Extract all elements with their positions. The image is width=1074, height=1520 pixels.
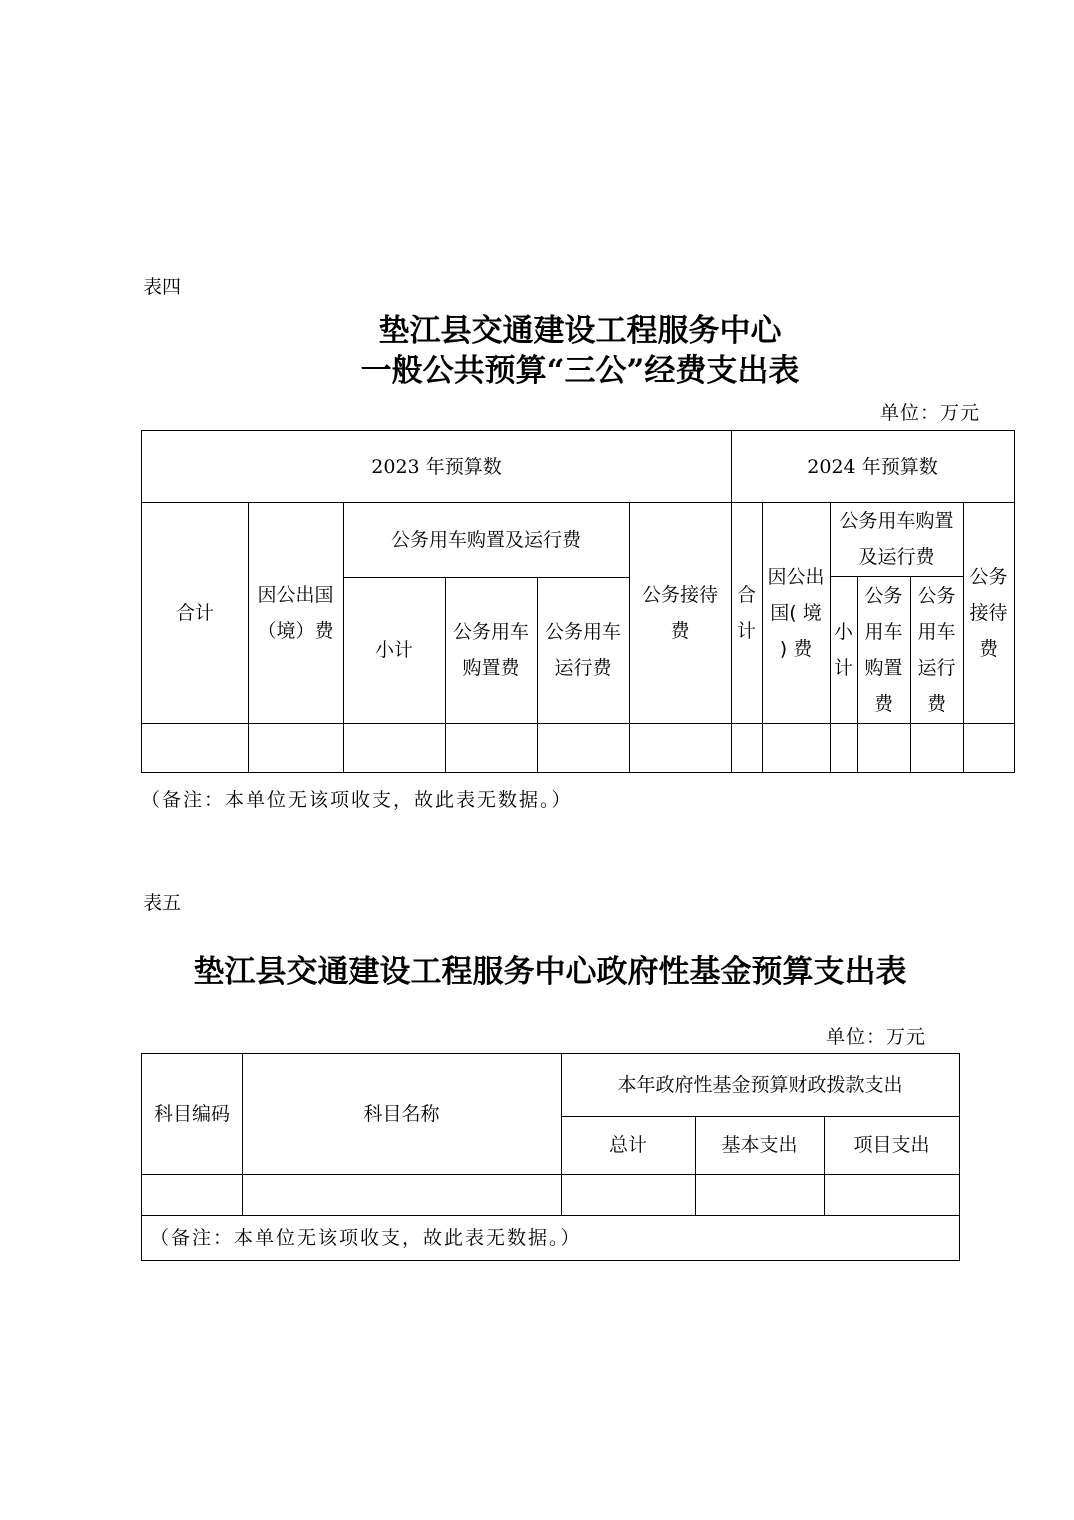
table4-empty-cell: [963, 723, 1015, 773]
table4-title-line1: 垫江县交通建设工程服务中心: [378, 313, 782, 349]
table4-empty-cell: [731, 723, 763, 773]
table4-empty-cell: [830, 723, 858, 773]
table4-empty-cell: [445, 723, 538, 773]
header-2024-budget: 2024 年预算数: [731, 430, 1015, 503]
table5-unit: 单位：万元: [826, 1026, 927, 1048]
col-subject-name: 科目名称: [242, 1053, 562, 1175]
col-reception-2024: 公务接待费: [963, 502, 1015, 724]
table4-empty-cell: [762, 723, 831, 773]
table5-empty-cell: [824, 1174, 960, 1216]
table4-unit: 单位：万元: [880, 402, 981, 424]
table5-empty-cell: [242, 1174, 562, 1216]
col-project-expenditure: 项目支出: [824, 1116, 960, 1175]
table4-label: 表四: [143, 276, 182, 298]
table4-empty-cell: [141, 723, 249, 773]
col-operation-2024: 公务用车运行费: [910, 576, 964, 724]
table4-title-line2: 一般公共预算“三公”经费支出表: [360, 353, 800, 389]
col-travel-2023: 因公出国（境）费: [248, 502, 344, 724]
header-2023-budget: 2023 年预算数: [141, 430, 732, 503]
col-subtotal-2023: 小计: [343, 577, 446, 724]
col-operation-2023: 公务用车运行费: [537, 577, 630, 724]
table5-empty-cell: [141, 1174, 243, 1216]
table4-empty-cell: [910, 723, 964, 773]
col-vehicle-2024: 公务用车购置及运行费: [830, 502, 964, 577]
col-subtotal-2024: 小计: [830, 576, 858, 724]
table5-title: 垫江县交通建设工程服务中心政府性基金预算支出表: [193, 954, 907, 990]
col-travel-2024: 因公出国( 境 ) 费: [762, 502, 831, 724]
table4-empty-cell: [343, 723, 446, 773]
table4-empty-cell: [857, 723, 911, 773]
table4-empty-cell: [537, 723, 630, 773]
col-total-2023: 合计: [141, 502, 249, 724]
col-fund-expenditure: 本年政府性基金预算财政拨款支出: [561, 1053, 960, 1117]
table5-empty-cell: [561, 1174, 696, 1216]
col-purchase-2023: 公务用车购置费: [445, 577, 538, 724]
col-subject-code: 科目编码: [141, 1053, 243, 1175]
table4-note: （备注：本单位无该项收支，故此表无数据。）: [141, 789, 573, 811]
table4-empty-cell: [248, 723, 344, 773]
col-reception-2023: 公务接待费: [629, 502, 732, 724]
table5-label: 表五: [143, 892, 182, 914]
col-purchase-2024: 公务用车购置费: [857, 576, 911, 724]
col-total-2024: 合计: [731, 502, 763, 724]
col-basic-expenditure: 基本支出: [695, 1116, 825, 1175]
table5-note: （备注：本单位无该项收支，故此表无数据。）: [141, 1215, 960, 1261]
table4-empty-cell: [629, 723, 732, 773]
col-vehicle-2023: 公务用车购置及运行费: [343, 502, 630, 578]
col-grand-total: 总计: [561, 1116, 696, 1175]
table5-empty-cell: [695, 1174, 825, 1216]
